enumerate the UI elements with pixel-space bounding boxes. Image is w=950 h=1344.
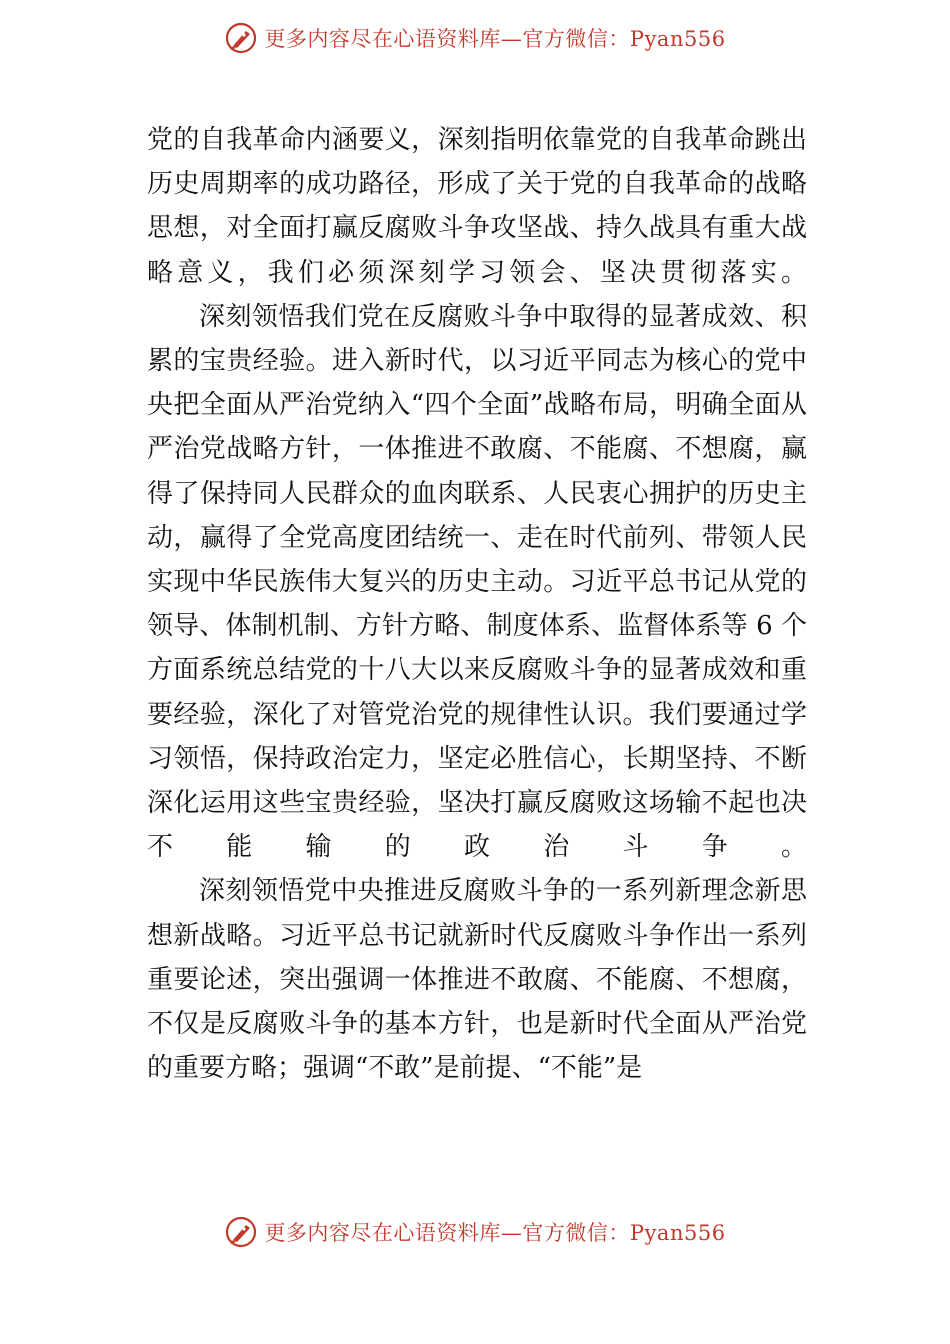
- p2-line-11: 律性认识。我们要通过学习领悟，保持政治定力，坚定: [147, 699, 807, 774]
- paragraph-2: [147, 295, 807, 870]
- header-text: 更多内容尽在心语资料库—官方微信：Pyan556: [264, 27, 726, 51]
- header-banner: [0, 18, 950, 58]
- p3-line-5: 从严治党的重要方略；强调“不敢”是前提、“不能”是: [147, 1009, 807, 1084]
- footer-text: 更多内容尽在心语资料库—官方微信：Pyan556: [264, 1221, 726, 1245]
- p3-line-4: 想腐，不仅是反腐败斗争的基本方针，也是新时代全面: [147, 964, 807, 1040]
- p3-line-2: 思想新战略。习近平总书记就新时代反腐败斗争作出一: [147, 876, 807, 951]
- p2-line-7: 前列、带领人民实现中华民族伟大复兴的历史主动。习: [147, 522, 807, 598]
- p1-line-1: 党的自我革命内涵要义，深刻指明依靠党的自我革命跳: [147, 125, 781, 155]
- p2-line-6: 拥护的历史主动，赢得了全党高度团结统一、走在时代: [147, 478, 807, 553]
- p2-line-12: 必胜信心，长期坚持、不断深化运用这些宝贵经验，坚: [147, 743, 807, 819]
- p1-line-3: 战略思想，对全面打赢反腐败斗争攻坚战、持久战具有: [147, 169, 807, 244]
- p3-line-3: 系列重要论述，突出强调一体推进不敢腐、不能腐、不: [147, 920, 807, 995]
- p2-line-13: 决打赢反腐败这场输不起也决不能输的政治斗争。: [147, 788, 807, 863]
- p1-line-4: 重大战略意义，我们必须深刻学习领会、坚决贯彻落实。: [147, 213, 807, 288]
- p2-line-9: 系、监督体系等 6 个方面系统总结党的十八大以来反腐: [147, 611, 807, 686]
- p1-line-2: 出历史周期率的成功路径，形成了关于党的自我革命的: [147, 125, 807, 200]
- pen-nib-icon: [224, 21, 258, 55]
- p2-line-2: 积累的宝贵经验。进入新时代，以习近平同志为核心的: [147, 301, 807, 377]
- footer-banner: [0, 1212, 950, 1252]
- p2-line-1: 深刻领悟我们党在反腐败斗争中取得的显著成效、: [199, 301, 781, 332]
- p2-line-3: 党中央把全面从严治党纳入“四个全面”战略布局，明: [147, 346, 807, 421]
- paragraph-1: [147, 118, 807, 295]
- pen-nib-icon: [224, 1215, 258, 1249]
- p2-line-10: 败斗争的显著成效和重要经验，深化了对管党治党的规: [147, 655, 807, 730]
- paragraph-3: [147, 869, 807, 1090]
- p2-line-4: 确全面从严治党战略方针，一体推进不敢腐、不能腐、: [147, 390, 807, 465]
- document-body: [147, 118, 807, 1090]
- p2-line-8: 近平总书记从党的领导、体制机制、方针方略、制度体: [147, 567, 807, 642]
- p2-line-5: 不想腐，赢得了保持同人民群众的血肉联系、人民衷心: [147, 434, 807, 509]
- p3-line-1: 深刻领悟党中央推进反腐败斗争的一系列新理念新: [199, 876, 781, 907]
